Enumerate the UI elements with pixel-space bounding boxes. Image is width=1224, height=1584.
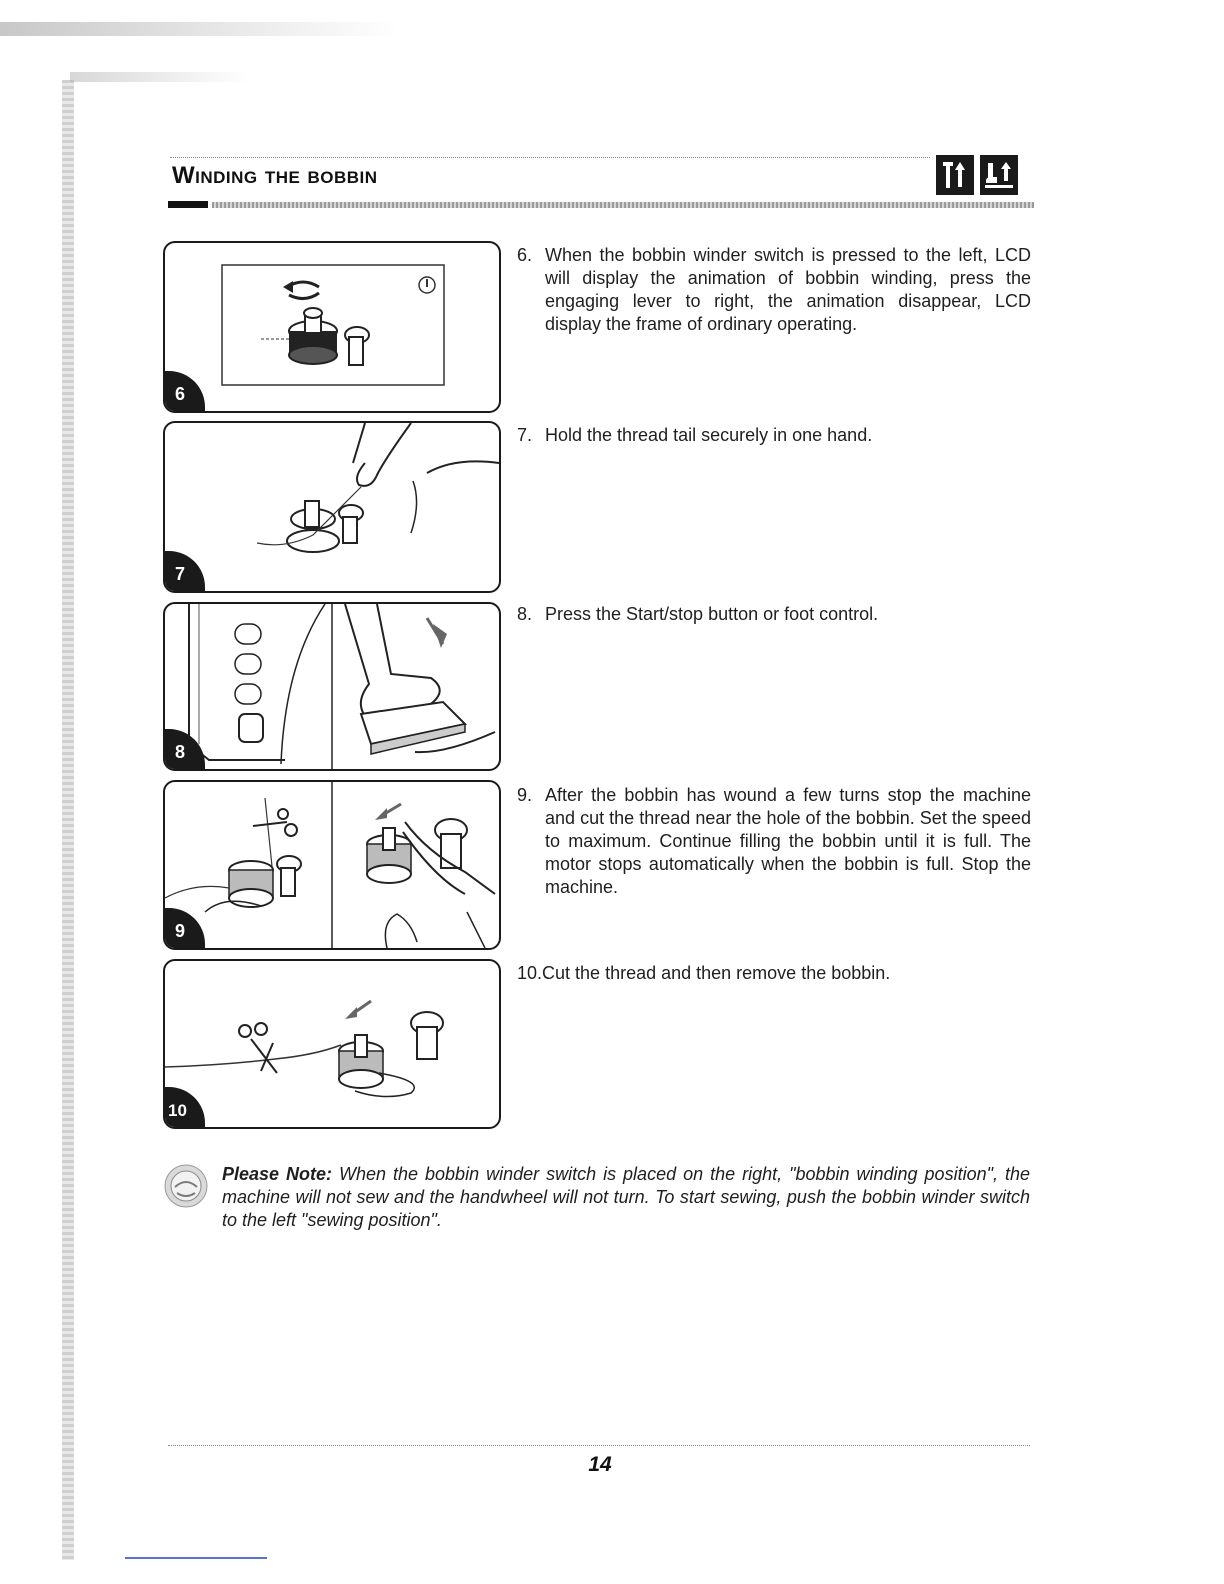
step-9-number: 9.: [517, 785, 533, 805]
step-6-illustration: [163, 241, 501, 413]
step-7-text: [517, 424, 1031, 447]
note-text: When the bobbin winder switch is placed on the right, "bobbin winding position", the machine will not sew and the handwheel will not turn. To start sewing, push the bobbin winder switch to the left "sewing position".: [222, 1164, 1030, 1230]
step-8-body: Press the Start/stop button or foot control.: [545, 604, 879, 624]
page-number: 14: [588, 1453, 612, 1476]
cut-thread-and-fill-bobbin-drawing: [165, 782, 499, 948]
presser-foot-up-icon: [980, 155, 1018, 195]
title-underline-dark: [168, 201, 208, 208]
start-stop-and-foot-control-drawing: [165, 604, 499, 769]
step-10-number: 10.: [517, 963, 543, 983]
scan-shadow-top-secondary: [70, 72, 250, 82]
lcd-bobbin-winding-drawing: [165, 243, 499, 411]
step-10-text: [517, 962, 1031, 985]
step-9-badge: 9: [165, 908, 205, 948]
step-9-illustration: [163, 780, 501, 950]
remove-bobbin-drawing: [165, 961, 499, 1127]
header-rule: [170, 157, 930, 158]
step-10-body: Cut the thread and then remove the bobbin.: [542, 963, 891, 983]
hold-thread-drawing: [165, 423, 499, 591]
step-8-number: 8.: [517, 604, 533, 624]
step-10-badge: 10: [165, 1087, 205, 1127]
step-6-body: When the bobbin winder switch is pressed to the left, LCD will display the animation of bobbin winding, press the engaging lever to right, the animation disappear, LCD display the frame of ordinary operating.: [545, 245, 1031, 334]
header-icon-group: [936, 155, 1018, 195]
note-icon: [163, 1163, 209, 1209]
step-7-body: Hold the thread tail securely in one hand.: [545, 425, 873, 445]
scan-shadow-left: [62, 80, 74, 1560]
step-8-badge: 8: [165, 729, 205, 769]
step-6-number: 6.: [517, 245, 533, 265]
step-7-illustration: [163, 421, 501, 593]
step-6-badge: 6: [165, 371, 205, 411]
step-7-badge: 7: [165, 551, 205, 591]
please-note: [222, 1163, 1030, 1232]
step-8-text: [517, 603, 1031, 626]
footer-rule: [168, 1445, 1030, 1446]
step-9-text: [517, 784, 1031, 899]
page-title: Winding the bobbin: [172, 162, 378, 189]
note-label: Please Note:: [222, 1164, 333, 1184]
step-9-body: After the bobbin has wound a few turns stop the machine and cut the thread near the hole of the bobbin. Set the speed to maximum. Continue filling the bobbin until it is full. The motor stops automatically when the bobbin is full. Stop the machine.: [545, 785, 1031, 897]
scan-shadow-top: [0, 22, 400, 36]
needle-up-icon: [936, 155, 974, 195]
step-8-illustration: [163, 602, 501, 771]
title-underline-light: [212, 202, 1034, 208]
step-10-illustration: [163, 959, 501, 1129]
scan-link-underline: [125, 1557, 267, 1559]
step-7-number: 7.: [517, 425, 533, 445]
step-6-text: [517, 244, 1031, 336]
